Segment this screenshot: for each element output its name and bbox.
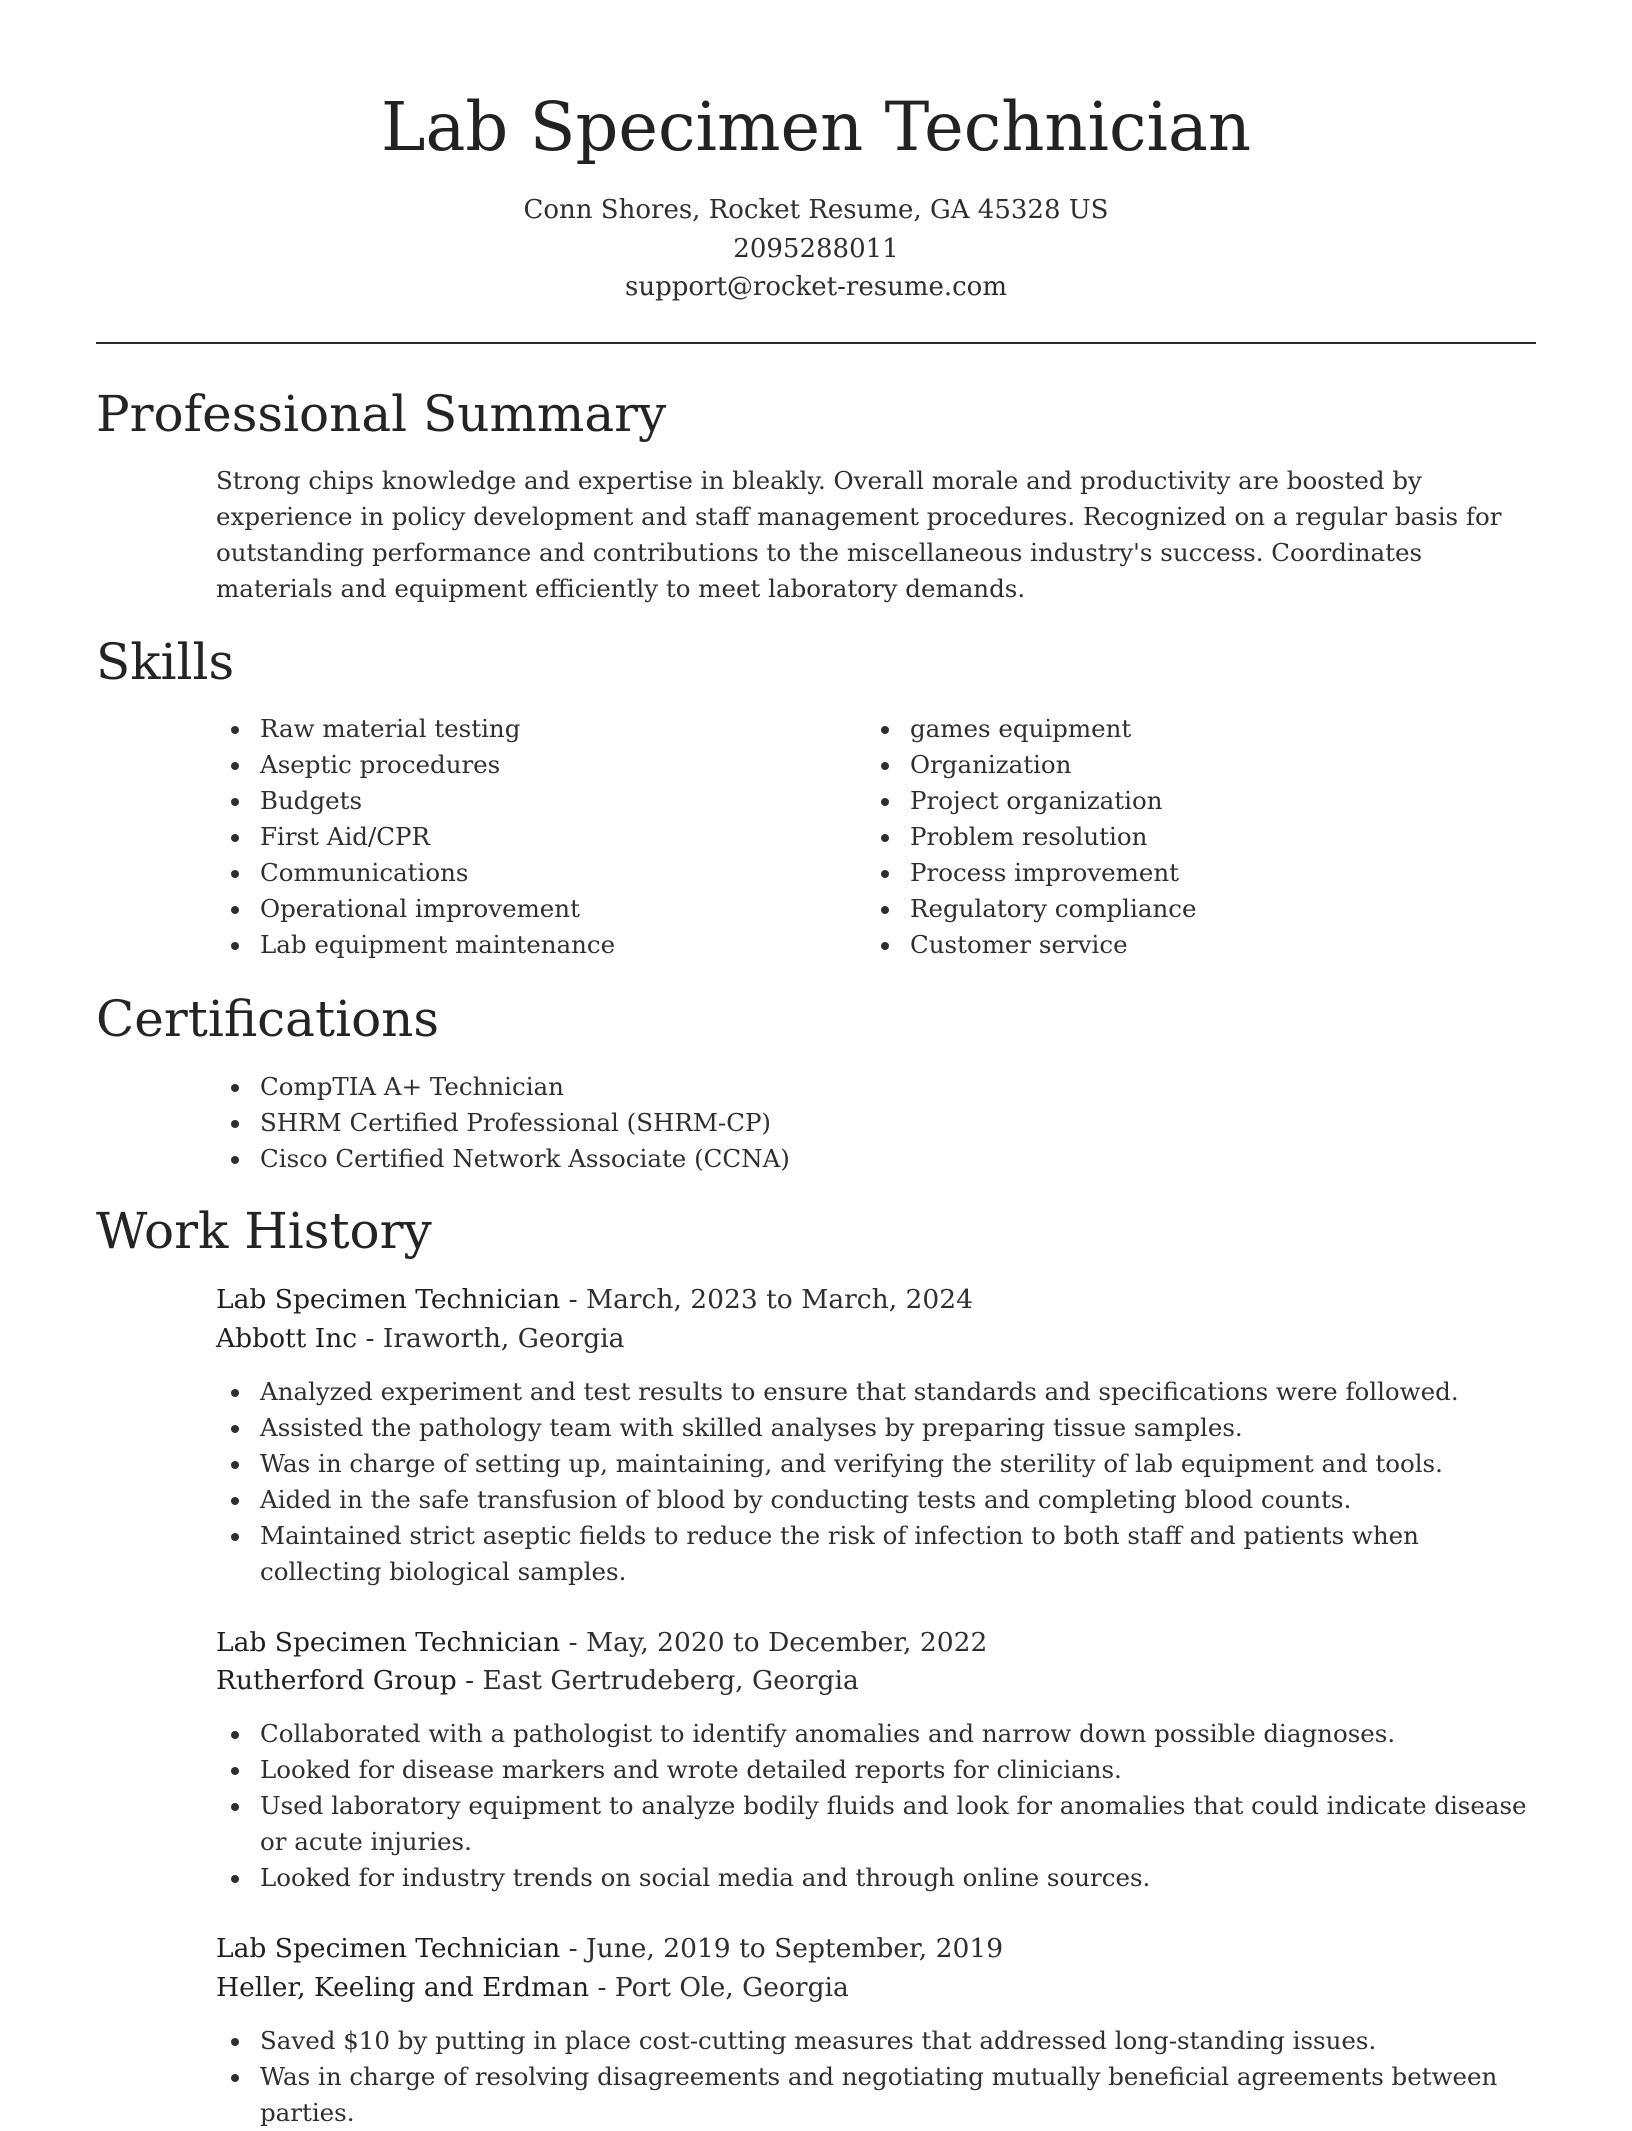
- job-bullets: [216, 2023, 1536, 2131]
- skill-item: Lab equipment maintenance: [216, 927, 836, 963]
- job-bullet: Maintained strict aseptic fields to reduce the risk of infection to both staff and patients when collecting biological samples.: [216, 1518, 1536, 1590]
- skill-item: Customer service: [866, 927, 1526, 963]
- job-company-line: [216, 1662, 859, 1700]
- job-location: - Port Ole, Georgia: [589, 1972, 849, 2003]
- job-company-line: [216, 1969, 849, 2007]
- skill-item: Organization: [866, 747, 1526, 783]
- job-bullet: Saved $10 by putting in place cost-cutting measures that addressed long-standing issues.: [216, 2023, 1536, 2059]
- skills-list-right: [866, 711, 1526, 963]
- job-bullet: Assisted the pathology team with skilled analyses by preparing tissue samples.: [216, 1410, 1536, 1446]
- contact-email: support@rocket-resume.com: [624, 272, 1007, 302]
- job-bullet: Was in charge of resolving disagreements and negotiating mutually beneficial agreements between parties.: [216, 2059, 1536, 2131]
- job-title: Lab Specimen Technician: [216, 1284, 561, 1315]
- job-bullet: Looked for industry trends on social media and through online sources.: [216, 1860, 1536, 1896]
- job-bullet: Looked for disease markers and wrote detailed reports for clinicians.: [216, 1752, 1536, 1788]
- job-dates: - May, 2020 to December, 2022: [560, 1627, 988, 1658]
- job-company: Rutherford Group: [216, 1665, 457, 1696]
- resume-name: Lab Specimen Technician: [380, 88, 1252, 166]
- job-bullet: Aided in the safe transfusion of blood by conducting tests and completing blood counts.: [216, 1482, 1536, 1518]
- job-bullet: Collaborated with a pathologist to identify anomalies and narrow down possible diagnoses.: [216, 1716, 1536, 1752]
- certification-item: CompTIA A+ Technician: [216, 1069, 1536, 1105]
- job-dates: - June, 2019 to September, 2019: [560, 1933, 1004, 1964]
- skill-item: Regulatory compliance: [866, 891, 1526, 927]
- job-dates: - March, 2023 to March, 2024: [560, 1284, 973, 1315]
- job-title-line: [216, 1930, 1003, 1968]
- skill-item: Process improvement: [866, 855, 1526, 891]
- job-company: Abbott Inc: [216, 1323, 358, 1354]
- job-title: Lab Specimen Technician: [216, 1933, 561, 1964]
- skills-list-left: [216, 711, 836, 963]
- skill-item: games equipment: [866, 711, 1526, 747]
- section-title-certifications: Certifications: [96, 990, 440, 1048]
- job-title-line: [216, 1624, 987, 1662]
- job-bullet: Was in charge of setting up, maintaining, and verifying the sterility of lab equipment and tools.: [216, 1446, 1536, 1482]
- skill-item: Raw material testing: [216, 711, 836, 747]
- skill-item: Communications: [216, 855, 836, 891]
- job-bullet: Analyzed experiment and test results to ensure that standards and specifications were followed.: [216, 1374, 1536, 1410]
- summary-text: Strong chips knowledge and expertise in bleakly. Overall morale and productivity are boosted by experience in policy development and staff management procedures. Recognized on a regular basis for outstanding performance and contributions to the miscellaneous industry's success. Coordinates materials and equipment efficiently to meet laboratory demands.: [216, 466, 1502, 603]
- contact-phone: 2095288011: [733, 234, 899, 264]
- job-bullets: [216, 1716, 1536, 1896]
- skill-item: First Aid/CPR: [216, 819, 836, 855]
- job-location: - Iraworth, Georgia: [357, 1323, 625, 1354]
- job-company-line: [216, 1320, 624, 1358]
- header-divider: [96, 342, 1536, 344]
- skill-item: Aseptic procedures: [216, 747, 836, 783]
- job-location: - East Gertrudeberg, Georgia: [456, 1665, 859, 1696]
- certification-item: SHRM Certified Professional (SHRM-CP): [216, 1105, 1536, 1141]
- section-title-summary: Professional Summary: [96, 385, 667, 443]
- skill-item: Budgets: [216, 783, 836, 819]
- job-title-line: [216, 1281, 973, 1319]
- job-bullets: [216, 1374, 1536, 1590]
- skill-item: Operational improvement: [216, 891, 836, 927]
- section-title-work-history: Work History: [96, 1202, 432, 1260]
- job-company: Heller, Keeling and Erdman: [216, 1972, 590, 2003]
- certifications-list: [216, 1069, 1536, 1177]
- certification-item: Cisco Certified Network Associate (CCNA): [216, 1141, 1536, 1177]
- skill-item: Problem resolution: [866, 819, 1526, 855]
- section-title-skills: Skills: [96, 633, 235, 691]
- skill-item: Project organization: [866, 783, 1526, 819]
- contact-address: Conn Shores, Rocket Resume, GA 45328 US: [523, 195, 1109, 225]
- job-title: Lab Specimen Technician: [216, 1627, 561, 1658]
- job-bullet: Used laboratory equipment to analyze bodily fluids and look for anomalies that could indicate disease or acute injuries.: [216, 1788, 1536, 1860]
